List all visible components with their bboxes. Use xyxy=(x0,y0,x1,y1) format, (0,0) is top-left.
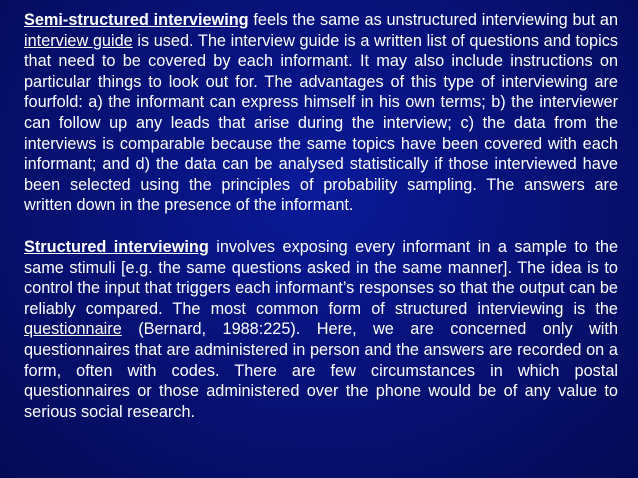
paragraph-text: involves exposing every informant in a sample to the same stimuli [e.g. the same questions asked in the same manner]. The idea is to control the input that triggers each informant’s responses so that the output can be reliably compared. The most common form of structured interviewing is the xyxy=(24,237,618,318)
paragraph-structured xyxy=(24,237,618,422)
questionnaire-link[interactable]: questionnaire xyxy=(24,320,122,339)
term-structured-interviewing: Structured interviewing xyxy=(24,237,209,256)
slide-content xyxy=(24,10,618,422)
term-semi-structured-interviewing: Semi-structured interviewing xyxy=(24,11,249,29)
paragraph-semi-structured xyxy=(24,10,618,216)
paragraph-text: is used. The interview guide is a written list of questions and topics that need to be covered by each informant. It may also include instructions on particular things to look out for. The advantages of this type of interviewing are fourfold: a) the informant can express himself in his own terms; b) the interviewer can follow up any leads that arise during the interview; c) the data from the interviews is comparable because the same topics have been covered with each informant; and d) the data can be analysed statistically if those interviewed have been selected using the principles of probability sampling. The answers are written down in the presence of the informant. xyxy=(24,31,618,215)
paragraph-text: feels the same as unstructured interviewing but an xyxy=(248,11,619,29)
paragraph-text: (Bernard, 1988:225). Here, we are concerned only with questionnaires that are administered in person and the answers are recorded on a form, often with codes. There are few circumstances in which postal questionnaires or those administered over the phone would be of any value to serious social research. xyxy=(24,320,618,421)
interview-guide-link[interactable]: interview guide xyxy=(24,31,133,50)
